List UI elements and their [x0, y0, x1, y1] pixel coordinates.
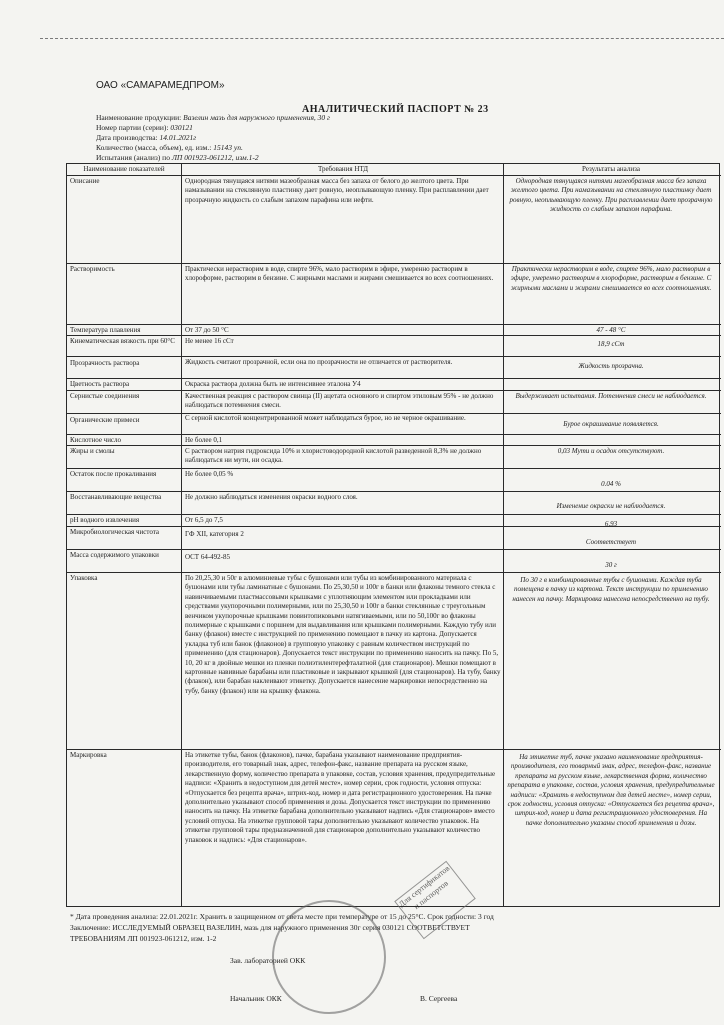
table-row — [67, 526, 721, 527]
row-requirement: На этикетке тубы, банок (флаконов), пачке, барабана указывают наименование предприятия-производителя, его товарный знак, адрес, телефон-факс, название препарата на русском языке, лекарственную форму, количество препарата в упаковке, состав, условия хранения, предупредительные надписи: «Хранить в недоступном для детей месте», номер серии, срок годности, условия отпуска: «Отпускается без рецепта врача», штрих-код, номер и дата регистрационного удостоверения. На пачке дополнительно указывают способ применения и дозы. Допускается текст инструкции по применению наносить на пачку. На этикетке барабана дополнительно указывают надпись «Для стационаров» вместо условий отпуска. На этикетке групповой тары дополнительно указывают количество упаковок. На этикетке групповой тары предназначенной для стационаров дополнительно указывают количество упаковок и надпись: «Для стационаров». — [185, 751, 496, 844]
lab-head-label: Зав. лабораторией ОКК — [230, 956, 306, 965]
row-result: 18,9 сСт — [597, 340, 625, 348]
column-divider — [503, 164, 504, 906]
meta-label: Номер партии (серии): — [96, 123, 169, 132]
row-requirement: Практически нерастворим в воде, спирте 96%, мало растворим в эфире, умеренно растворим в хлороформе, растворим в бензине. С жирными маслами и жирами смешивается во всех соотношениях. — [185, 265, 494, 283]
row-result: Выдерживает испытания. Потемнения смеси не наблюдается. — [515, 392, 707, 400]
organization-name: ОАО «САМАРАМЕДПРОМ» — [96, 80, 225, 91]
row-requirement: Качественная реакция с раствором свинца (II) ацетата основного и спиртом этиловым 95% - не должно наблюдаться потемнения смеси. — [185, 392, 494, 410]
round-stamp — [261, 889, 396, 1024]
certificate-stamp: Для сертификатов и паспортов — [394, 861, 476, 939]
row-requirement: С серной кислотой концентрированной может наблюдаться бурое, но не черное окрашивание. — [185, 414, 466, 422]
row-name: Органические примеси — [70, 416, 140, 424]
meta-tests — [96, 153, 259, 163]
row-requirement: От 6,5 до 7,5 — [185, 516, 223, 524]
row-name: Кинематическая вязкость при 60°С — [70, 337, 175, 345]
table-row — [67, 514, 721, 515]
table-row — [67, 390, 721, 391]
meta-quantity — [96, 143, 243, 153]
row-result: Изменение окраски не наблюдается. — [556, 502, 666, 510]
meta-label: Испытания (анализ) по — [96, 153, 170, 162]
conclusion-line-2: ТРЕБОВАНИЯМ ЛП 001923-061212, изм. 1-2 — [70, 934, 217, 943]
row-requirement: С раствором натрия гидроксида 10% и хлористоводородной кислотой разведенной 8,3% не должно наблюдаться ни мути, ни осадка. — [185, 447, 482, 465]
table-row — [67, 572, 721, 573]
table-row — [67, 324, 721, 325]
table-row — [67, 356, 721, 357]
document-title: АНАЛИТИЧЕСКИЙ ПАСПОРТ № 23 — [302, 104, 489, 115]
row-requirement: ГФ XII, категория 2 — [185, 530, 244, 538]
table-row — [67, 335, 721, 336]
row-result: На этикетке туб, пачке указано наименование предприятия-производителя, его товарный знак, адрес, телефон-факс, название препарата на русском языке, лекарственная форма, количество препарата в упаковке, состав, условия хранения, предупредительные надписи: «Хранить в недоступном для детей месте», номер серии, срок годности, условия отпуска: «Отпускается без рецепта врача», штрих-код, номер и дата регистрационного удостоверения. На пачке дополнительно указаны способ применения и дозы. — [507, 753, 715, 827]
meta-batch — [96, 123, 193, 133]
row-result: Однородная тянущаяся нитями мазеобразная масса без запаха желтого цвета. При намазывании на стеклянную пластинку дает ровную, неоплывающую пленку. При расплавлении дает прозрачную жидкость со слабым запахом парафина. — [509, 177, 713, 214]
row-name: Жиры и смолы — [70, 447, 115, 455]
table-row — [67, 445, 721, 446]
header-requirements: Требования НТД — [317, 165, 369, 173]
row-result: По 30 г в комбинированные тубы с бушонами. Каждая туба помещена в пачку из картона. Текст инструкции по применению нанесен на пачку. Маркировка нанесена непосредственно на тубу. — [512, 576, 710, 603]
meta-label: Наименование продукции: — [96, 113, 182, 122]
row-result: 47 - 48 °С — [596, 326, 626, 334]
row-requirement: ОСТ 64-492-85 — [185, 553, 230, 561]
meta-value: 14.01.2021г — [159, 133, 197, 142]
signature-name: В. Сергеева — [420, 994, 458, 1003]
row-name: Маркировка — [70, 751, 107, 759]
analysis-date-note: * Дата проведения анализа: 22.01.2021г. Хранить в защищенном от света месте при температуре от 15 до 25°С. Срок годности: 3 год — [70, 912, 494, 921]
row-name: Упаковка — [70, 574, 98, 582]
column-divider — [181, 164, 182, 906]
row-name: Цветность раствора — [70, 380, 130, 388]
header-indicator: Наименование показателей — [83, 165, 165, 173]
meta-value: 030121 — [170, 123, 193, 132]
table-row — [67, 434, 721, 435]
row-requirement: Не более 0,1 — [185, 436, 223, 444]
row-name: Описание — [70, 177, 100, 185]
row-requirement: По 20,25,30 и 50г в алюминиевые тубы с бушонами или тубы из комбинированного материала с бушонами или тубы ламинатные с бушонами. По 25,30,50 и 100г в банки или флаконы темного стекла с навинчиваемыми пластмассовыми крышками с уплотняющим элементом или прокладками или средствами укупорочными полимерными, или по 25,30,50 и 100г в банки стеклянные с треугольным венчиком укупорочные крышками повинтопиковыми натягиваемыми, или по 50,100г во флаконы полимерные с крышками с поршнем для выдавливания или крышками полимерными. Каждую тубу или банку (флакон) вместе с инструкцией по применению помещают в пачку из картона. Допускается укладка туб или банок (флаконов) в групповую упаковку с равным количеством инструкций по применению (для стационаров). Допускается текст инструкции по применению наносить на пачку. По 5, 10, 20 кг в двойные мешки из пленки полиэтилентерефталатной (для стационаров). Мешки помещают в картонные навивные барабаны или пластиковые и закрывают крышкой (для стационаров). На тубу, банку (флакон), или барабан наклеивают этикетку. Допускается нанесение маркировки непосредственно на тубу, банку (флакон) или на крышку флакона. — [185, 574, 501, 695]
row-requirement: Окраска раствора должна быть не интенсивнее эталона У4 — [185, 380, 361, 388]
table-row — [67, 468, 721, 469]
row-result: Бурое окрашивание появляется. — [563, 420, 659, 428]
row-result: Жидкость прозрачна. — [578, 362, 644, 370]
meta-label: Количество (масса, объем), ед. изм.: — [96, 143, 212, 152]
okk-head-label: Начальник ОКК — [230, 994, 282, 1003]
table-row — [67, 175, 721, 176]
row-name: Температура плавления — [70, 326, 141, 334]
row-name: Масса содержимого упаковки — [70, 551, 159, 559]
meta-product — [96, 113, 330, 123]
row-result: 30 г — [605, 561, 617, 569]
table-row — [67, 549, 721, 550]
header-divider — [40, 38, 724, 39]
header-results: Результаты анализа — [582, 165, 640, 173]
meta-label: Дата производства: — [96, 133, 158, 142]
conclusion-line: Заключение: ИССЛЕДУЕМЫЙ ОБРАЗЕЦ ВАЗЕЛИН, мазь для наружного применения 30г серия 030121 СООТВЕТСТВУЕТ — [70, 923, 470, 932]
row-result: 0.04 % — [601, 480, 621, 488]
row-name: Прозрачность раствора — [70, 359, 140, 367]
meta-value: 15143 уп. — [213, 143, 243, 152]
row-requirement: Не менее 16 сСт — [185, 337, 234, 345]
row-result: Соответствует — [585, 538, 637, 546]
row-name: Кислотное число — [70, 436, 122, 444]
row-requirement: Жидкость считают прозрачной, если она по прозрачности не отличается от растворителя. — [185, 358, 453, 366]
row-name: Остаток после прокаливания — [70, 470, 157, 478]
analysis-table — [66, 163, 720, 907]
row-requirement: Не более 0,05 % — [185, 470, 234, 478]
table-row — [67, 378, 721, 379]
row-requirement: От 37 до 50 °С — [185, 326, 229, 334]
row-requirement: Однородная тянущаяся нитями мазеобразная масса без запаха от белого до желтого цвета. При намазывании на стеклянную пластинку дает ровную, неоплывающую пленку. При расплавлении дает прозрачную жидкость со слабым запахом парафина или нефти. — [185, 177, 489, 204]
row-name: Микробиологическая чистота — [70, 528, 159, 536]
row-result: 6,93 — [604, 520, 618, 528]
meta-value: Вазелин мазь для наружного применения, 30 г — [183, 113, 330, 122]
row-name: Восстанавливающие вещества — [70, 493, 162, 501]
table-row — [67, 749, 721, 750]
row-name: Растворимость — [70, 265, 115, 273]
meta-date — [96, 133, 196, 143]
table-row — [67, 491, 721, 492]
meta-value: ЛП 001923-061212, изм.1-2 — [171, 153, 259, 162]
row-name: pH водного извлечения — [70, 516, 140, 524]
row-result: 0,03 Мути и осадок отсутствуют. — [557, 447, 665, 455]
row-requirement: Не должно наблюдаться изменения окраски водного слоя. — [185, 493, 358, 501]
row-name: Сернистые соединения — [70, 392, 140, 400]
row-result: Практически нерастворим в воде, спирте 96%, мало растворим в эфире, умеренно растворим в хлороформе, растворим в бензине. С жирными маслами и жирами смешивается во всех соотношениях. — [510, 265, 712, 292]
table-row — [67, 263, 721, 264]
